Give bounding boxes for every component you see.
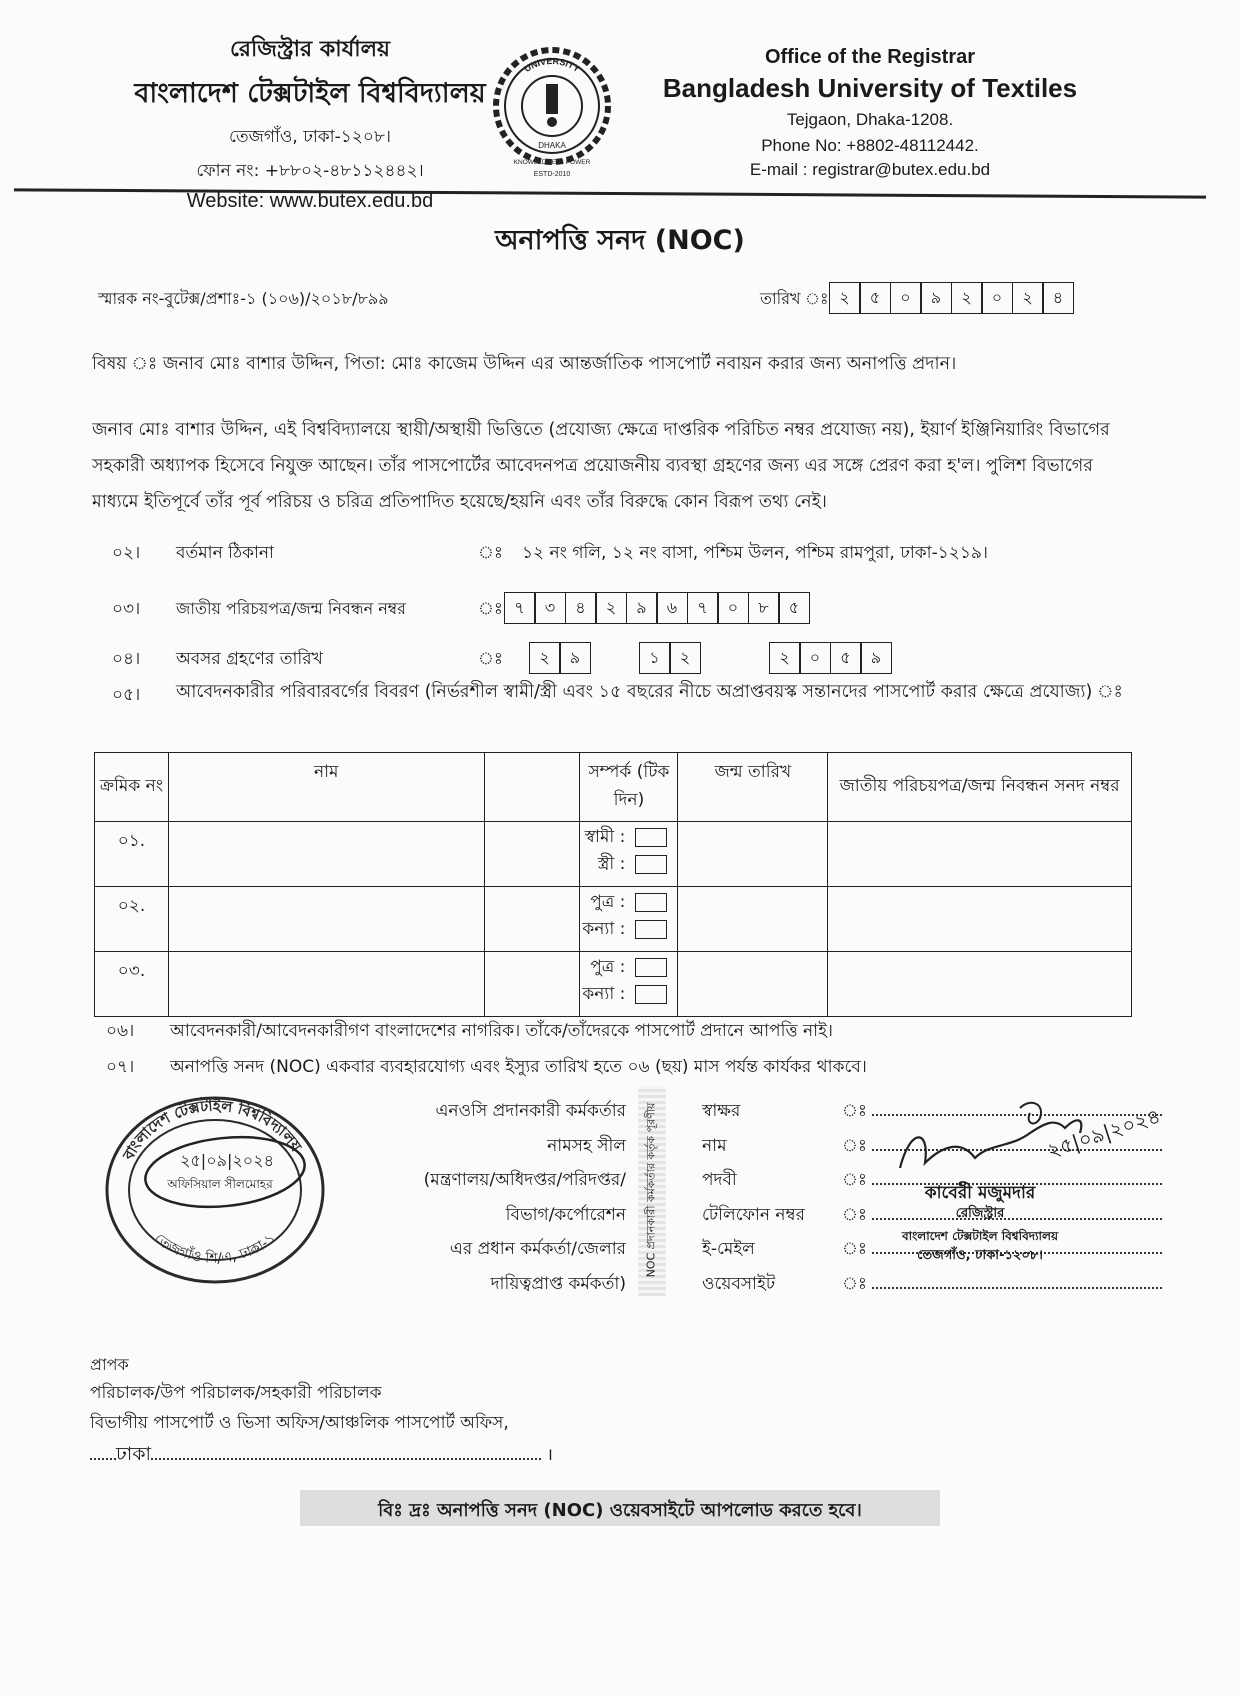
retire-day-digit: ৯ (559, 642, 591, 674)
nid-boxes (505, 592, 810, 624)
memo-number: স্মারক নং-বুটেক্স/প্রশাঃ-১ (১০৬)/২০১৮/৮৯৯ (98, 289, 389, 308)
sign-label-name: নাম (702, 1135, 727, 1156)
recipient-city-line (90, 1440, 553, 1472)
retire-month-boxes (640, 642, 701, 674)
header-nid: জাতীয় পরিচয়পত্র/জন্ম নিবন্ধন সনদ নম্বর (828, 753, 1132, 822)
relation-wife-checkbox[interactable] (635, 855, 667, 874)
university-logo (488, 42, 616, 180)
nid-digit: ৯ (626, 592, 658, 624)
signatory-designation: রেজিস্ট্রার (955, 1206, 1005, 1221)
header-serial: ক্রমিক নং (95, 753, 169, 822)
logo-motto: KNOWLEDGE IS POWER (513, 159, 591, 166)
officer-line: বিভাগ/কর্পোরেশন (505, 1204, 626, 1225)
item04-label: অবসর গ্রহণের তারিখ (176, 649, 323, 669)
item03-label: জাতীয় পরিচয়পত্র/জন্ম নিবন্ধন নম্বর (176, 599, 406, 618)
sign-colon: ঃ (842, 1170, 867, 1190)
header-dob: জন্ম তারিখ (678, 753, 828, 822)
retire-day-boxes (530, 642, 591, 674)
item04-number: ০৪। (112, 649, 141, 669)
retire-day-digit: ২ (529, 642, 561, 674)
recipient-line1: পরিচালক/উপ পরিচালক/সহকারী পরিচালক (90, 1383, 382, 1403)
header-name: নাম (168, 753, 484, 822)
retire-month-digit: ২ (669, 642, 701, 674)
recipient-line2: বিভাগীয় পাসপোর্ট ও ভিসা অফিস/আঞ্চলিক পাসপোর্ট অফিস, (90, 1413, 509, 1433)
website-line (872, 1287, 1162, 1289)
office-round-seal (95, 1088, 335, 1288)
row-dob-cell (678, 952, 828, 1017)
sign-label-signature: স্বাক্ষর (702, 1101, 741, 1121)
header-left-website: Website: www.butex.edu.bd (186, 190, 434, 212)
date-digit: ৫ (859, 282, 891, 314)
date-boxes (830, 282, 1074, 314)
nid-digit: ৬ (656, 592, 688, 624)
officer-line: দায়িত্বপ্রাপ্ত কর্মকর্তা) (490, 1273, 626, 1294)
sign-colon: ঃ (842, 1101, 867, 1121)
relation-daughter-checkbox[interactable] (635, 985, 667, 1004)
header-relation: সম্পর্ক (টিক দিন) (580, 753, 678, 822)
item02-label: বর্তমান ঠিকানা (176, 543, 274, 563)
date-digit: ২ (951, 282, 983, 314)
item02-number: ০২। (112, 543, 141, 563)
row-blank-cell (484, 822, 580, 887)
item02-address-value: ১২ নং গলি, ১২ নং বাসা, পশ্চিম উলন, পশ্চিম রামপুরা, ঢাকা-১২১৯। (522, 543, 988, 563)
relation-son-label: পুত্র : (590, 956, 626, 977)
sign-labels (702, 1094, 805, 1301)
row-relation-cell (580, 822, 678, 887)
officer-line: (মন্ত্রণালয়/অধিদপ্তর/পরিদপ্তর/ (423, 1170, 626, 1190)
retire-month-digit: ১ (639, 642, 671, 674)
main-paragraph: জনাব মোঃ বাশার উদ্দিন, এই বিশ্ববিদ্যালয়ে স্থায়ী/অস্থায়ী ভিত্তিতে (প্রযোজ্য ক্ষেত্রে দাপ্তরিক পরিচিত নম্বর প্রযোজ্য নয়), ইয়ার্ণ ইঞ্জিনিয়ারিং বিভাগের সহকারী অধ্যাপক হিসেবে নিযুক্ত আছেন। তাঁর পাসপোর্টের আবেদনপত্র প্রয়োজনীয় ব্যবস্থা গ্রহণের জন্য এর সঙ্গে প্রেরণ করা হ'ল। পুলিশ বিভাগের মাধ্যমে ইতিপূর্বে তাঁর পূর্ব পরিচয় ও চরিত্র প্রতিপাদিত হয়েছে/হয়নি এবং তাঁর বিরুদ্ধে কোন বিরূপ তথ্য নেই। (92, 420, 1110, 512)
item07-text: অনাপত্তি সনদ (NOC) একবার ব্যবহারযোগ্য এবং ইস্যুর তারিখ হতে ০৬ (ছয়) মাস পর্যন্ত কার্যকর থাকবে। (170, 1057, 867, 1077)
signatory-address: তেজগাঁও, ঢাকা-১২০৮। (917, 1248, 1043, 1263)
nid-digit: ৮ (748, 592, 780, 624)
sign-label-telephone: টেলিফোন নম্বর (702, 1204, 805, 1225)
item07-number: ০৭। (106, 1057, 135, 1077)
relation-wife-label: স্ত্রী : (597, 853, 626, 874)
row-name-cell (168, 822, 484, 887)
relation-son-label: পুত্র : (590, 891, 626, 912)
row-relation-cell (580, 952, 678, 1017)
sign-colon: ঃ (842, 1135, 867, 1156)
header-left-phone: ফোন নং: +৮৮০২-৪৮১১২৪৪২। (196, 161, 424, 181)
relation-son-checkbox[interactable] (635, 958, 667, 977)
date-digit: ৪ (1042, 282, 1074, 314)
nid-digit: ০ (717, 592, 749, 624)
item03-number: ০৩। (112, 599, 141, 619)
date-digit: ০ (890, 282, 922, 314)
row-name-cell (168, 887, 484, 952)
signatory-name: কাবেরী মজুমদার (924, 1183, 1036, 1203)
date-digit: ৯ (920, 282, 952, 314)
city-dots-end (151, 1458, 541, 1460)
retire-year-digit: ০ (799, 642, 831, 674)
header-right-university: Bangladesh University of Textiles (662, 73, 1078, 103)
nid-digit: ৭ (687, 592, 719, 624)
table-header-row (95, 753, 1132, 822)
nid-digit: ৪ (565, 592, 597, 624)
relation-daughter-label: কন্যা : (582, 983, 626, 1004)
table-row (95, 822, 1132, 887)
sign-label-designation: পদবী (702, 1170, 737, 1190)
item06-text: আবেদনকারী/আবেদনকারীগণ বাংলাদেশের নাগরিক। তাঁকে/তাঁদেরকে পাসপোর্ট প্রদানে আপত্তি নাই। (170, 1021, 834, 1041)
signatory-org: বাংলাদেশ টেক্সটাইল বিশ্ববিদ্যালয় (901, 1229, 1059, 1243)
officer-block (340, 1094, 626, 1301)
seal-handwritten-date: ২৫|০৯|২০২৪ (180, 1151, 274, 1170)
header-right-address: Tejgaon, Dhaka-1208. (786, 110, 954, 129)
row-serial: ০১. (95, 822, 169, 887)
logo-estd: ESTD-2010 (533, 171, 571, 178)
header-left (120, 32, 500, 213)
recipient-end: । (546, 1445, 553, 1465)
retire-year-boxes (770, 642, 892, 674)
row-name-cell (168, 952, 484, 1017)
header-right-office: Office of the Registrar (764, 46, 976, 68)
table-row (95, 887, 1132, 952)
row-dob-cell (678, 822, 828, 887)
header-left-university: বাংলাদেশ টেক্সটাইল বিশ্ববিদ্যালয় (134, 78, 486, 109)
relation-daughter-checkbox[interactable] (635, 920, 667, 939)
retire-year-digit: ৫ (830, 642, 862, 674)
relation-daughter-label: কন্যা : (582, 918, 626, 939)
row-blank-cell (484, 952, 580, 1017)
recipient-city: ঢাকা (116, 1443, 152, 1465)
nid-digit: ৩ (534, 592, 566, 624)
header-right-phone: Phone No: +8802-48112442. (761, 136, 979, 155)
document-title: অনাপত্তি সনদ (NOC) (495, 225, 745, 256)
item04-colon: ঃ (478, 649, 503, 669)
table-row (95, 952, 1132, 1017)
item03-colon: ঃ (478, 599, 503, 619)
header-right-email: E-mail : registrar@butex.edu.bd (749, 160, 991, 179)
row-nid-cell (828, 887, 1132, 952)
family-table (94, 752, 1132, 1017)
date-digit: ২ (1012, 282, 1044, 314)
officer-line: এনওসি প্রদানকারী কর্মকর্তার (435, 1101, 626, 1121)
sign-label-email: ই-মেইল (702, 1239, 755, 1259)
header-left-address: তেজগাঁও, ঢাকা-১২০৮। (228, 127, 391, 147)
header-left-office: রেজিস্ট্রার কার্যালয় (230, 37, 390, 62)
relation-husband-checkbox[interactable] (635, 828, 667, 847)
sign-colon: ঃ (842, 1239, 867, 1259)
nid-digit: ৭ (504, 592, 536, 624)
row-blank-cell (484, 887, 580, 952)
item05-text: আবেদনকারীর পরিবারবর্গের বিবরণ (নির্ভরশীল স্বামী/স্ত্রী এবং ১৫ বছরের নীচে অপ্রাপ্তবয়স্ক সন্তানদের পাসপোর্ট করার ক্ষেত্রে প্রযোজ্য) ঃ (176, 682, 1123, 702)
header-right (660, 46, 1080, 180)
item02-colon: ঃ (478, 543, 503, 563)
relation-husband-label: স্বামী : (584, 826, 626, 847)
seal-center-text: অফিসিয়াল সীলমোহর (167, 1177, 273, 1191)
city-dots-start (90, 1458, 116, 1460)
signature-date: ২৫|০৯|২০২৪ (1044, 1103, 1164, 1163)
row-relation-cell (580, 887, 678, 952)
nid-digit: ২ (595, 592, 627, 624)
subject-line: বিষয় ঃ জনাব মোঃ বাশার উদ্দিন, পিতা: মোঃ কাজেম উদ্দিন এর আন্তর্জাতিক পাসপোর্ট নবায়ন করার জন্য অনাপত্তি প্রদান। (92, 354, 957, 374)
date-digit: ০ (981, 282, 1013, 314)
logo-middle-text: DHAKA (538, 141, 566, 150)
seal-ring-top: বাংলাদেশ টেক্সটাইল বিশ্ববিদ্যালয় (119, 1096, 306, 1164)
sign-label-website: ওয়েবসাইট (702, 1273, 776, 1294)
vertical-stamp-text: NOC প্রদানকারী কর্মকর্তার কর্তৃক পূরণীয় (644, 1102, 658, 1278)
date-label: তারিখ ঃ (760, 289, 829, 308)
nid-digit: ৫ (778, 592, 810, 624)
retire-year-digit: ২ (769, 642, 801, 674)
row-nid-cell (828, 822, 1132, 887)
recipient-label: প্রাপক (90, 1355, 129, 1374)
row-serial: ০৩. (95, 952, 169, 1017)
sign-colon: ঃ (842, 1273, 867, 1294)
footer-note: বিঃ দ্রঃ অনাপত্তি সনদ (NOC) ওয়েবসাইটে আপলোড করতে হবে। (378, 1500, 862, 1521)
header-blank (484, 753, 580, 822)
row-nid-cell (828, 952, 1132, 1017)
relation-son-checkbox[interactable] (635, 893, 667, 912)
row-dob-cell (678, 887, 828, 952)
retire-year-digit: ৯ (860, 642, 892, 674)
item06-number: ০৬। (106, 1021, 135, 1041)
seal-ring-bottom: তেজগাঁও শি/এ, ঢাকা-১ (151, 1230, 279, 1267)
officer-line: নামসহ সীল (547, 1135, 626, 1156)
sign-colon: ঃ (842, 1204, 867, 1225)
officer-line: এর প্রধান কর্মকর্তা/জেলার (449, 1239, 626, 1259)
row-serial: ০২. (95, 887, 169, 952)
logo-top-text: UNIVERSITY (522, 55, 582, 75)
item05-number: ০৫। (112, 685, 141, 705)
date-digit: ২ (829, 282, 861, 314)
